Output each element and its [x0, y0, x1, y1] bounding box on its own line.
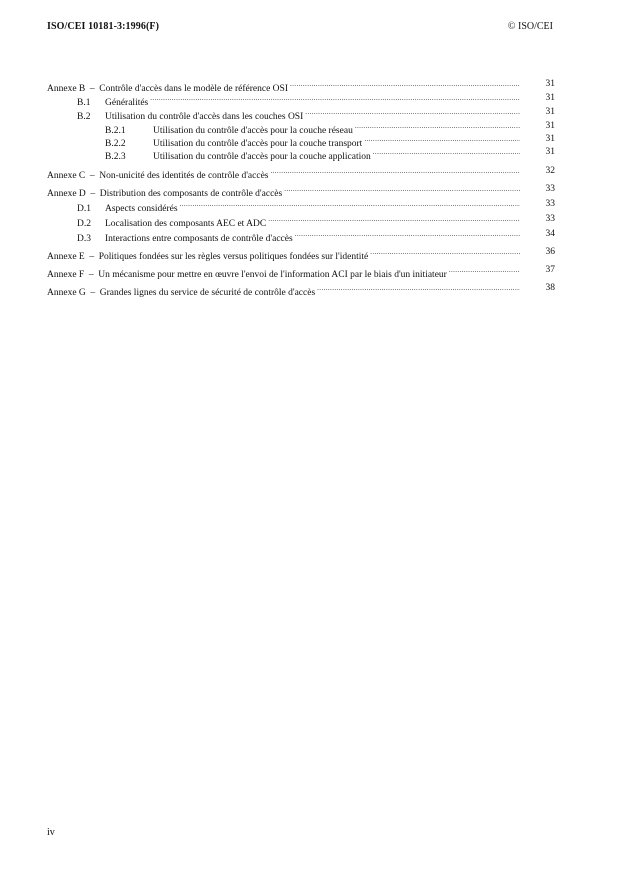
- toc-label: Annexe E: [47, 252, 85, 262]
- toc-label: Annexe G: [47, 288, 86, 298]
- toc-leader: [284, 183, 520, 196]
- page-number-footer: iv: [47, 827, 55, 838]
- toc-leader: [373, 146, 520, 159]
- copyright-notice: © ISO/CEI: [507, 21, 553, 32]
- toc-entry-annexe-c[interactable]: [47, 165, 522, 181]
- toc-entry-annexe-d[interactable]: [47, 183, 522, 199]
- toc-title: Généralités: [105, 98, 149, 108]
- toc-page-number: 31: [545, 121, 555, 131]
- toc-entry-b2-3[interactable]: [105, 146, 522, 162]
- toc-leader: [150, 92, 520, 105]
- toc-label: D.3: [77, 234, 91, 244]
- toc-leader: [355, 120, 520, 133]
- toc-page-number: 33: [545, 199, 555, 209]
- toc-title: Utilisation du contrôle d'accès pour la couche transport: [153, 139, 363, 149]
- toc-entry-annexe-e[interactable]: [47, 246, 522, 262]
- toc-label: B.2.3: [105, 152, 126, 162]
- toc-page-number: 33: [545, 214, 555, 224]
- toc-entry-b1[interactable]: [77, 92, 522, 108]
- toc-label: Annexe D: [47, 189, 86, 199]
- toc-title: Utilisation du contrôle d'accès pour la couche application: [153, 152, 371, 162]
- toc-label: D.1: [77, 204, 91, 214]
- toc-leader: [290, 78, 520, 91]
- toc-title: Aspects considérés: [105, 204, 178, 214]
- toc-dash: –: [89, 84, 95, 94]
- toc-label: B.2: [77, 112, 91, 122]
- toc-label: Annexe C: [47, 171, 86, 181]
- toc-page-number: 36: [545, 247, 555, 257]
- toc-label: D.2: [77, 219, 91, 229]
- toc-dash: –: [89, 171, 95, 181]
- toc-title: Localisation des composants AEC et ADC: [105, 219, 267, 229]
- toc-entry-annexe-g[interactable]: [47, 282, 522, 298]
- toc-entry-d1[interactable]: [77, 198, 522, 214]
- toc-page-number: 38: [545, 283, 555, 293]
- toc-title: Un mécanisme pour mettre en œuvre l'envoi de l'information ACI par le biais d'un initiateur: [98, 270, 447, 280]
- toc-leader: [270, 165, 520, 178]
- document-id: ISO/CEI 10181-3:1996(F): [47, 21, 160, 32]
- toc-label: B.2.2: [105, 139, 126, 149]
- toc-dash: –: [88, 270, 94, 280]
- toc-leader: [370, 246, 520, 259]
- toc-page-number: 31: [545, 93, 555, 103]
- toc-leader: [180, 198, 520, 211]
- toc-title: Grandes lignes du service de sécurité de contrôle d'accès: [99, 288, 316, 298]
- toc-label: B.1: [77, 98, 91, 108]
- toc-page-number: 33: [545, 184, 555, 194]
- toc-entry-b2-2[interactable]: [105, 133, 522, 149]
- toc-leader: [305, 106, 520, 119]
- toc-leader: [364, 133, 520, 146]
- toc-entry-b2-1[interactable]: [105, 120, 522, 136]
- toc-dash: –: [90, 288, 96, 298]
- toc-dash: –: [89, 252, 95, 262]
- toc-label: Annexe B: [47, 84, 86, 94]
- toc-entry-annexe-f[interactable]: [47, 264, 522, 280]
- toc-entry-d2[interactable]: [77, 213, 522, 229]
- toc-page-number: 37: [545, 265, 555, 275]
- toc-page-number: 31: [545, 79, 555, 89]
- toc-title: Contrôle d'accès dans le modèle de référence OSI: [99, 84, 288, 94]
- toc-page-number: 31: [545, 107, 555, 117]
- toc-label: B.2.1: [105, 126, 126, 136]
- toc-label: Annexe F: [47, 270, 85, 280]
- toc-title: Politiques fondées sur les règles versus politiques fondées sur l'identité: [98, 252, 369, 262]
- toc-leader: [449, 264, 520, 277]
- toc-entry-d3[interactable]: [77, 228, 522, 244]
- toc-leader: [268, 213, 520, 226]
- toc-page-number: 31: [545, 147, 555, 157]
- toc-title: Non-unicité des identités de contrôle d'accès: [99, 171, 269, 181]
- toc-page-number: 32: [545, 166, 555, 176]
- toc-page-number: 34: [545, 229, 555, 239]
- toc-dash: –: [90, 189, 96, 199]
- toc-leader: [295, 228, 520, 241]
- toc-page-number: 31: [545, 134, 555, 144]
- toc-title: Utilisation du contrôle d'accès dans les couches OSI: [105, 112, 304, 122]
- toc-entry-annexe-b[interactable]: [47, 78, 522, 94]
- toc-entry-b2[interactable]: [77, 106, 522, 122]
- toc-leader: [317, 282, 520, 295]
- toc-title: Distribution des composants de contrôle d'accès: [99, 189, 283, 199]
- toc-title: Utilisation du contrôle d'accès pour la couche réseau: [153, 126, 353, 136]
- toc-title: Interactions entre composants de contrôle d'accès: [105, 234, 293, 244]
